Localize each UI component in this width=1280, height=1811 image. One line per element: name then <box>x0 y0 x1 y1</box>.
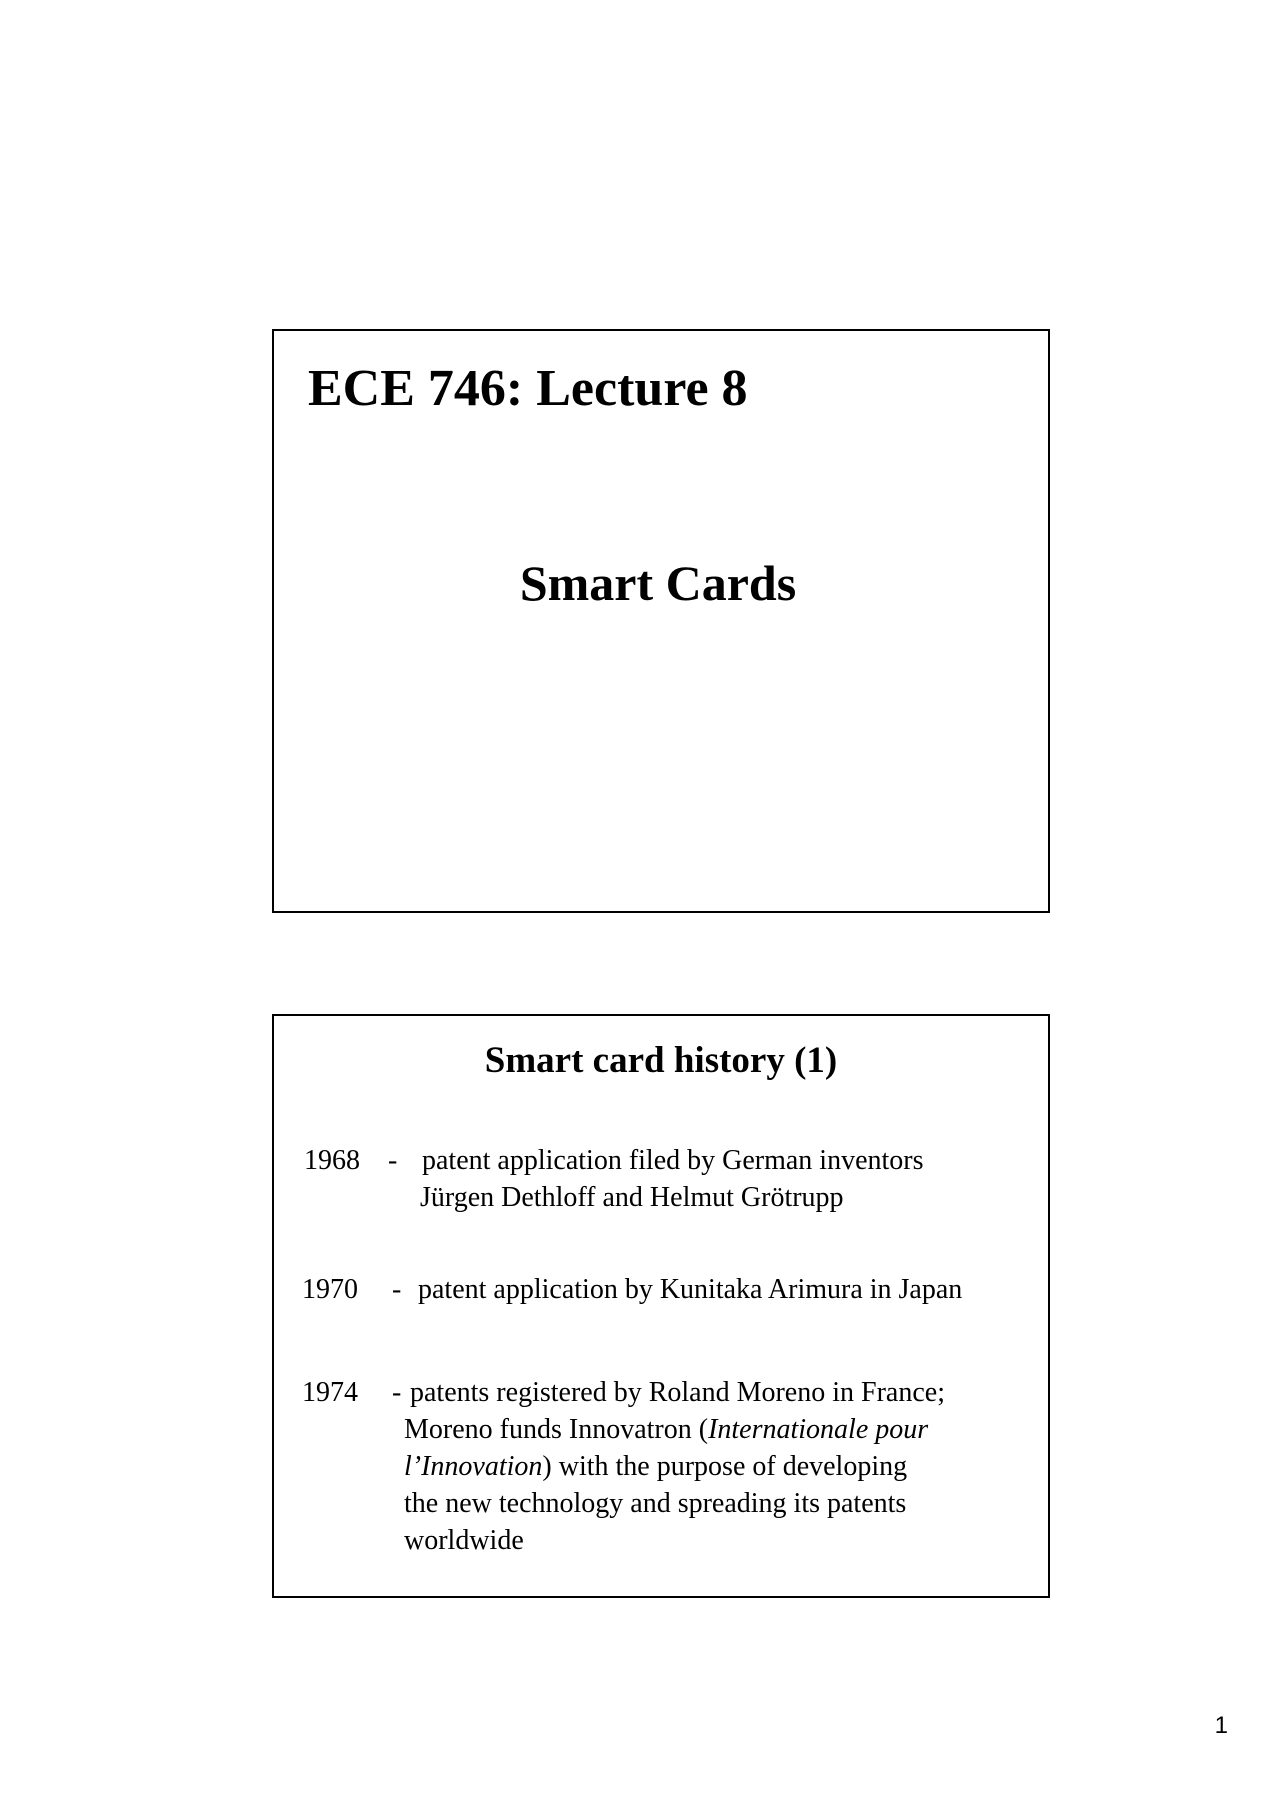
entry-line <box>404 1411 945 1448</box>
entry-text <box>418 1271 962 1308</box>
entry-line: the new technology and spreading its patents <box>404 1488 907 1519</box>
history-title: Smart card history (1) <box>484 1040 838 1081</box>
entry-year: 1968 <box>304 1145 360 1176</box>
entry-line: patent application by Kunitaka Arimura in Japan <box>418 1274 963 1305</box>
entry-line <box>404 1448 945 1485</box>
page-number: 1 <box>1214 1712 1228 1739</box>
lecture-subtitle <box>274 555 1048 613</box>
entry-dash: - <box>392 1377 402 1408</box>
entry-line: patent application filed by German inventors <box>422 1145 924 1176</box>
lecture-subtitle-text: Smart Cards <box>519 555 797 611</box>
entry-text <box>420 1142 924 1216</box>
entry-line-part: Moreno funds Innovatron ( <box>404 1414 709 1445</box>
entry-line: worldwide <box>404 1525 524 1556</box>
entry-line: Jürgen Dethloff and Helmut Grötrupp <box>420 1182 844 1213</box>
entry-year: 1970 <box>302 1274 358 1305</box>
entry-dash: - <box>392 1274 402 1305</box>
entry-line-part: ) with the purpose of developing <box>542 1451 908 1482</box>
lecture-title: ECE 746: Lecture 8 <box>308 360 748 417</box>
slide-title <box>272 329 1050 913</box>
entry-line: patents registered by Roland Moreno in France; <box>410 1377 945 1408</box>
entry-dash: - <box>388 1145 398 1176</box>
entry-year: 1974 <box>302 1377 358 1408</box>
entry-line-italic: l’Innovation <box>404 1451 543 1482</box>
slide-history <box>272 1014 1050 1598</box>
entry-text <box>404 1374 945 1559</box>
entry-line-italic: Internationale pour <box>708 1414 929 1445</box>
